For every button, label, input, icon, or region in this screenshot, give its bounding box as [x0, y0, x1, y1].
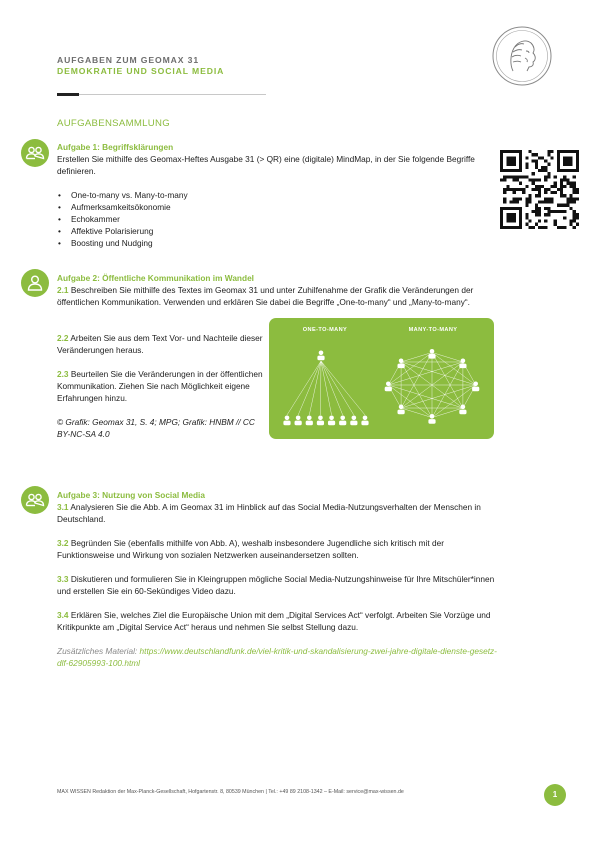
task-text: Beschreiben Sie mithilfe des Textes im Geomax 31 und unter Zuhilfenahme der Grafik die Veränderungen der öffentlichen Kommunikation. Verwenden und erklären Sie dabei die Begriffe „One-to-many“ und „Many-to-many“.	[57, 285, 474, 307]
task-1-title: Aufgabe 1: Begriffsklärungen	[57, 142, 174, 152]
task-1-text: Erstellen Sie mithilfe des Geomax-Heftes Ausgabe 31 (> QR) eine (digitale) MindMap, in der Sie folgende Begriffe definieren.	[57, 154, 475, 176]
task-3-title: Aufgabe 3: Nutzung von Social Media	[57, 490, 205, 500]
footer-text: MAX WISSEN Redaktion der Max-Planck-Gesellschaft, Hofgartenstr. 8, 80539 München | Tel.: +49 89 2108-1342 – E-Mail: service@max-wissen.de	[57, 789, 404, 795]
extra-material	[57, 645, 497, 669]
task-2-intro	[57, 272, 497, 308]
receiver-person-icon	[295, 416, 302, 426]
qr-code-icon[interactable]	[500, 150, 579, 229]
header-subtitle: DEMOKRATIE UND SOCIAL MEDIA	[57, 66, 225, 76]
task-text: Begründen Sie (ebenfalls mithilfe von Abb. A), weshalb insbesondere Jugendliche sich kritisch mit der Funktionsweise und Wirkung von sozialen Netzwerken auseinandersetzen sollten.	[57, 538, 444, 560]
task-2-item	[57, 284, 497, 308]
person-icon	[21, 269, 49, 297]
task-3-item	[57, 573, 497, 597]
task-text: Arbeiten Sie aus dem Text Vor- und Nachteile dieser Veränderungen heraus.	[57, 333, 263, 355]
list-item: • One-to-many vs. Many-to-many	[57, 189, 487, 201]
graphic-credit: © Grafik: Geomax 31, S. 4; MPG; Grafik: HNBM // CC BY-NC-SA 4.0	[57, 417, 255, 439]
task-text: Beurteilen Sie die Veränderungen in der öffentlichen Kommunikation. Ziehen Sie nach Möglichkeit eigene Erfahrungen hinzu.	[57, 369, 263, 403]
task-text: Erklären Sie, welches Ziel die Europäische Union mit dem „Digital Services Act“ verfolgt. Arbeiten Sie Vorzüge und Kritikpunkte am „Digital Service Act“ heraus und nehmen Sie selbst Stellung dazu.	[57, 610, 491, 632]
task-text: Analysieren Sie die Abb. A im Geomax 31 im Hinblick auf das Social Media-Nutzungsverhalten der Menschen in Deutschland.	[57, 502, 481, 524]
list-item: • Echokammer	[57, 213, 487, 225]
task-2-title: Aufgabe 2: Öffentliche Kommunikation im Wandel	[57, 273, 254, 283]
minerva-seal-icon	[491, 25, 553, 87]
one-to-many-label: ONE-TO-MANY	[302, 327, 348, 333]
receiver-person-icon	[306, 416, 313, 426]
task-3-item	[57, 609, 497, 633]
task-2-item	[57, 368, 267, 404]
people-group-icon	[21, 486, 49, 514]
task-number: 2.3	[57, 369, 69, 379]
task-2-item	[57, 332, 267, 356]
task-number: 3.4	[57, 610, 69, 620]
receiver-person-icon	[317, 416, 324, 426]
extra-material-link[interactable]: https://www.deutschlandfunk.de/viel-kritik-und-skandalisierung-zwei-jahre-digitale-dienste-gesetz-dlf-62905993-100.html	[57, 646, 497, 668]
header-title: AUFGABEN ZUM GEOMAX 31	[57, 55, 200, 65]
task-2-left-column	[57, 332, 267, 440]
many-to-many-label: MANY-TO-MANY	[408, 327, 458, 333]
receiver-person-icon	[283, 416, 290, 426]
receiver-person-icon	[339, 416, 346, 426]
task-1	[57, 141, 487, 249]
section-title: AUFGABENSAMMLUNG	[57, 118, 171, 129]
communication-graphic	[269, 318, 494, 439]
task-number: 2.1	[57, 285, 69, 295]
header-rule	[79, 94, 266, 95]
extra-material-label: Zusätzliches Material:	[57, 646, 140, 656]
task-3-item	[57, 501, 497, 525]
task-number: 3.1	[57, 502, 69, 512]
sender-person-icon	[317, 351, 324, 361]
list-item: • Affektive Polarisierung	[57, 225, 487, 237]
task-number: 3.3	[57, 574, 69, 584]
task-text: Diskutieren und formulieren Sie in Kleingruppen mögliche Social Media-Nutzungshinweise für Ihre Mitschüler*innen und erstellen Sie ein 60-Sekündiges Video dazu.	[57, 574, 495, 596]
task-number: 3.2	[57, 538, 69, 548]
header-rule-accent	[57, 93, 79, 96]
list-item: • Boosting und Nudging	[57, 237, 487, 249]
communication-diagram	[269, 318, 494, 439]
page-number: 1	[544, 784, 566, 806]
task-3	[57, 489, 497, 669]
people-group-icon	[21, 139, 49, 167]
task-1-term-list	[57, 189, 487, 249]
task-3-item	[57, 537, 497, 561]
task-number: 2.2	[57, 333, 69, 343]
list-item: • Aufmerksamkeitsökonomie	[57, 201, 487, 213]
receiver-person-icon	[328, 416, 335, 426]
receiver-person-icon	[361, 416, 368, 426]
receiver-person-icon	[350, 416, 357, 426]
